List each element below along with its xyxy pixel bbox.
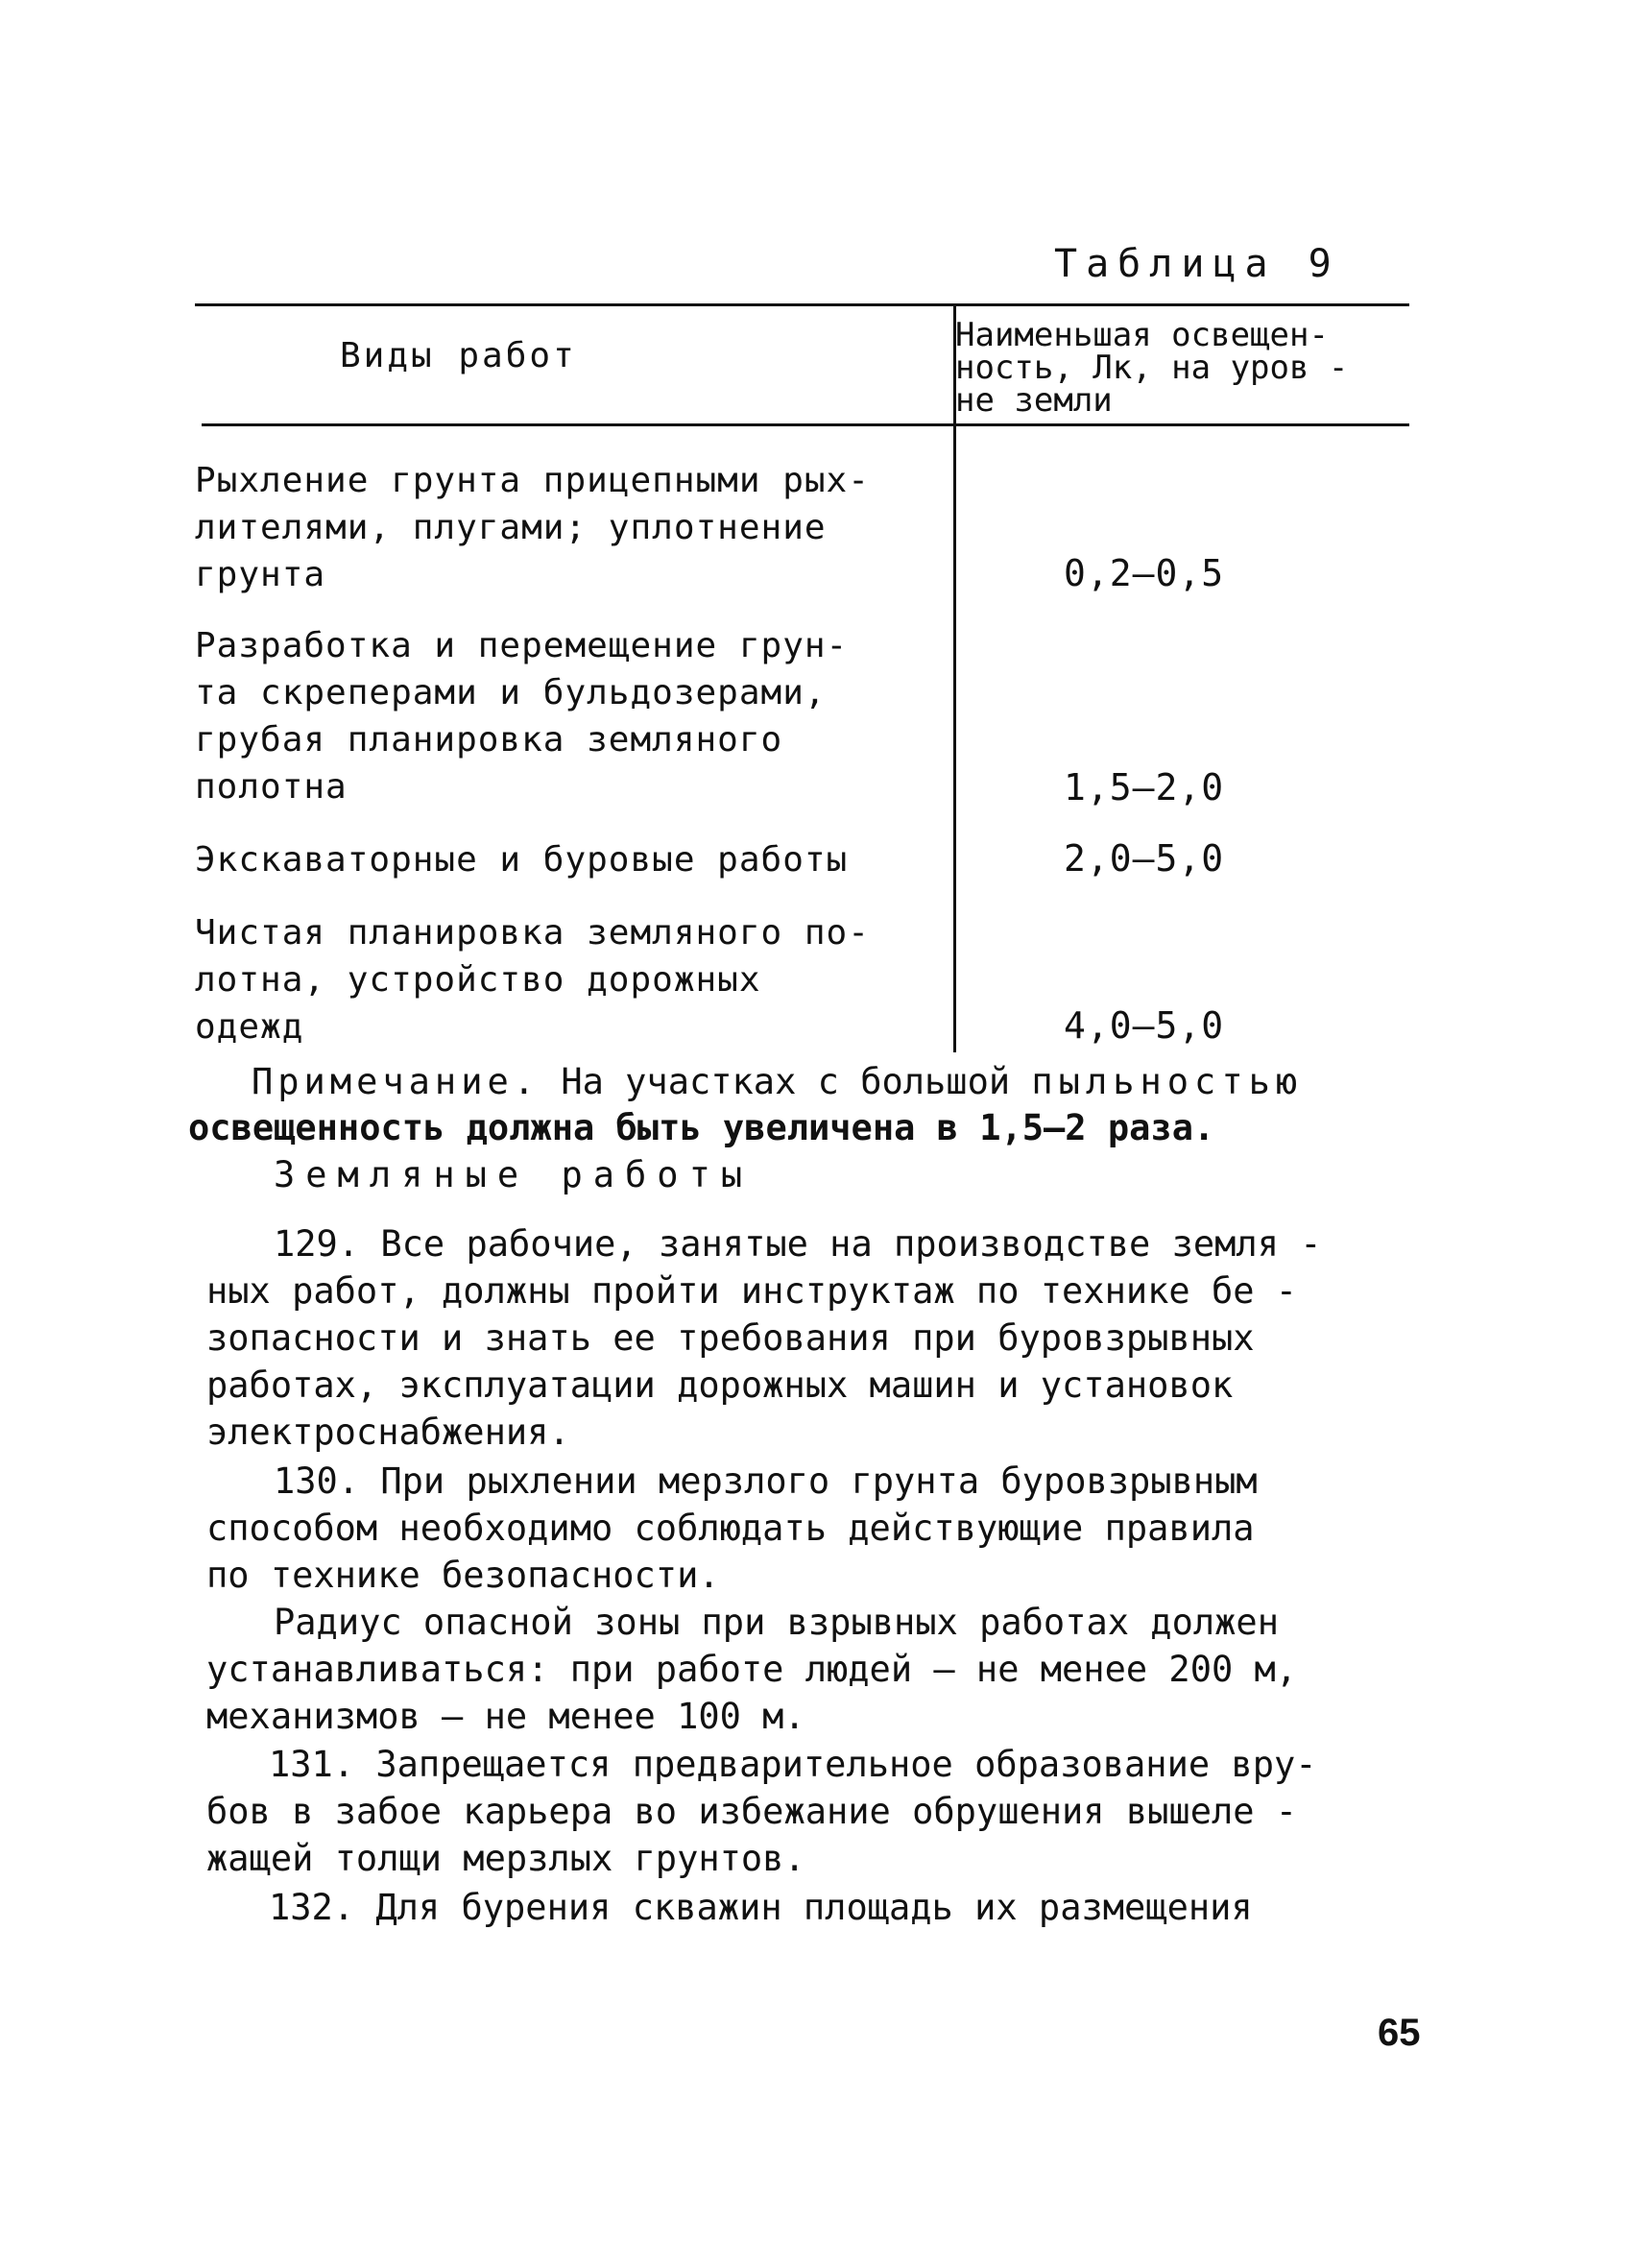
header-work-type: Виды работ <box>340 336 577 375</box>
table-row-work <box>195 909 870 1050</box>
note-line-2: освещенность должна быть увеличена в 1,5–2 раза. <box>188 1107 1215 1148</box>
row-line: Рыхление грунта прицепными рых- <box>195 461 870 500</box>
page-number: 65 <box>1378 2012 1421 2054</box>
paragraph-radius <box>206 1599 1297 1740</box>
row-line: полотна <box>195 767 348 807</box>
text-line: бов в забое карьера во избежание обрушения вышеле - <box>206 1791 1298 1832</box>
row-line: та скреперами и бульдозерами, <box>195 673 827 712</box>
row-line: лителями, плугами; уплотнение <box>195 508 827 547</box>
paragraph-131 <box>206 1741 1317 1882</box>
text-line: электроснабжения. <box>206 1411 570 1453</box>
note-text: На участках с большой <box>561 1061 1011 1102</box>
text-line: жащей толщи мерзлых грунтов. <box>206 1838 805 1879</box>
text-line: 130. При рыхлении мерзлого грунта буровзрывным <box>274 1460 1258 1502</box>
row-line: Разработка и перемещение грун- <box>195 626 849 665</box>
text-line: 131. Запрещается предварительное образование вру- <box>269 1744 1317 1785</box>
text-line: способом необходимо соблюдать действующие правила <box>206 1508 1255 1549</box>
row-line: Чистая планировка земляного по- <box>195 913 870 953</box>
row-line: одежд <box>195 1007 304 1047</box>
text-line: 132. Для бурения скважин площадь их размещения <box>269 1887 1253 1928</box>
text-line: механизмов – не менее 100 м. <box>206 1696 805 1737</box>
row-line: лотна, устройство дорожных <box>195 960 761 1000</box>
table-row-work <box>195 622 848 810</box>
section-title: Земляные работы <box>274 1154 754 1195</box>
paragraph-129 <box>206 1220 1322 1456</box>
table-header-rule <box>202 423 1409 426</box>
text-line: работах, эксплуатации дорожных машин и установок <box>206 1364 1234 1406</box>
table-row-work <box>195 457 870 598</box>
text-line: устанавливаться: при работе людей – не менее 200 м, <box>206 1649 1298 1690</box>
table-row-value: 1,5–2,0 <box>1064 766 1225 808</box>
note-text-spaced: пыльностью <box>1031 1061 1304 1102</box>
text-line: зопасности и знать ее требования при буровзрывных <box>206 1317 1255 1359</box>
row-line: Экскаваторные и буровые работы <box>195 840 849 880</box>
header-illuminance-line: Наименьшая освещен- <box>955 316 1329 354</box>
note-line-1 <box>252 1058 1303 1105</box>
note-label: Примечание. <box>252 1061 540 1102</box>
table-row-value: 4,0–5,0 <box>1064 1004 1225 1047</box>
text-line: ных работ, должны пройти инструктаж по технике бе - <box>206 1270 1298 1312</box>
header-illuminance <box>955 316 1416 420</box>
table-row-value: 0,2–0,5 <box>1064 552 1225 594</box>
paragraph-132 <box>206 1884 1253 1931</box>
header-illuminance-line: не земли <box>955 381 1113 420</box>
header-illuminance-line: ность, Лк, на уров - <box>955 349 1349 387</box>
table-row-value: 2,0–5,0 <box>1064 837 1225 880</box>
row-line: грунта <box>195 555 326 594</box>
table-caption: Таблица 9 <box>1054 242 1340 286</box>
table-top-rule <box>195 303 1409 306</box>
text-line: по технике безопасности. <box>206 1555 720 1596</box>
text-line: 129. Все рабочие, занятые на производстве земля - <box>274 1223 1322 1265</box>
row-line: грубая планировка земляного <box>195 720 783 760</box>
table-row-work <box>195 836 848 883</box>
text-line: Радиус опасной зоны при взрывных работах должен <box>274 1602 1279 1643</box>
paragraph-130 <box>206 1458 1258 1599</box>
